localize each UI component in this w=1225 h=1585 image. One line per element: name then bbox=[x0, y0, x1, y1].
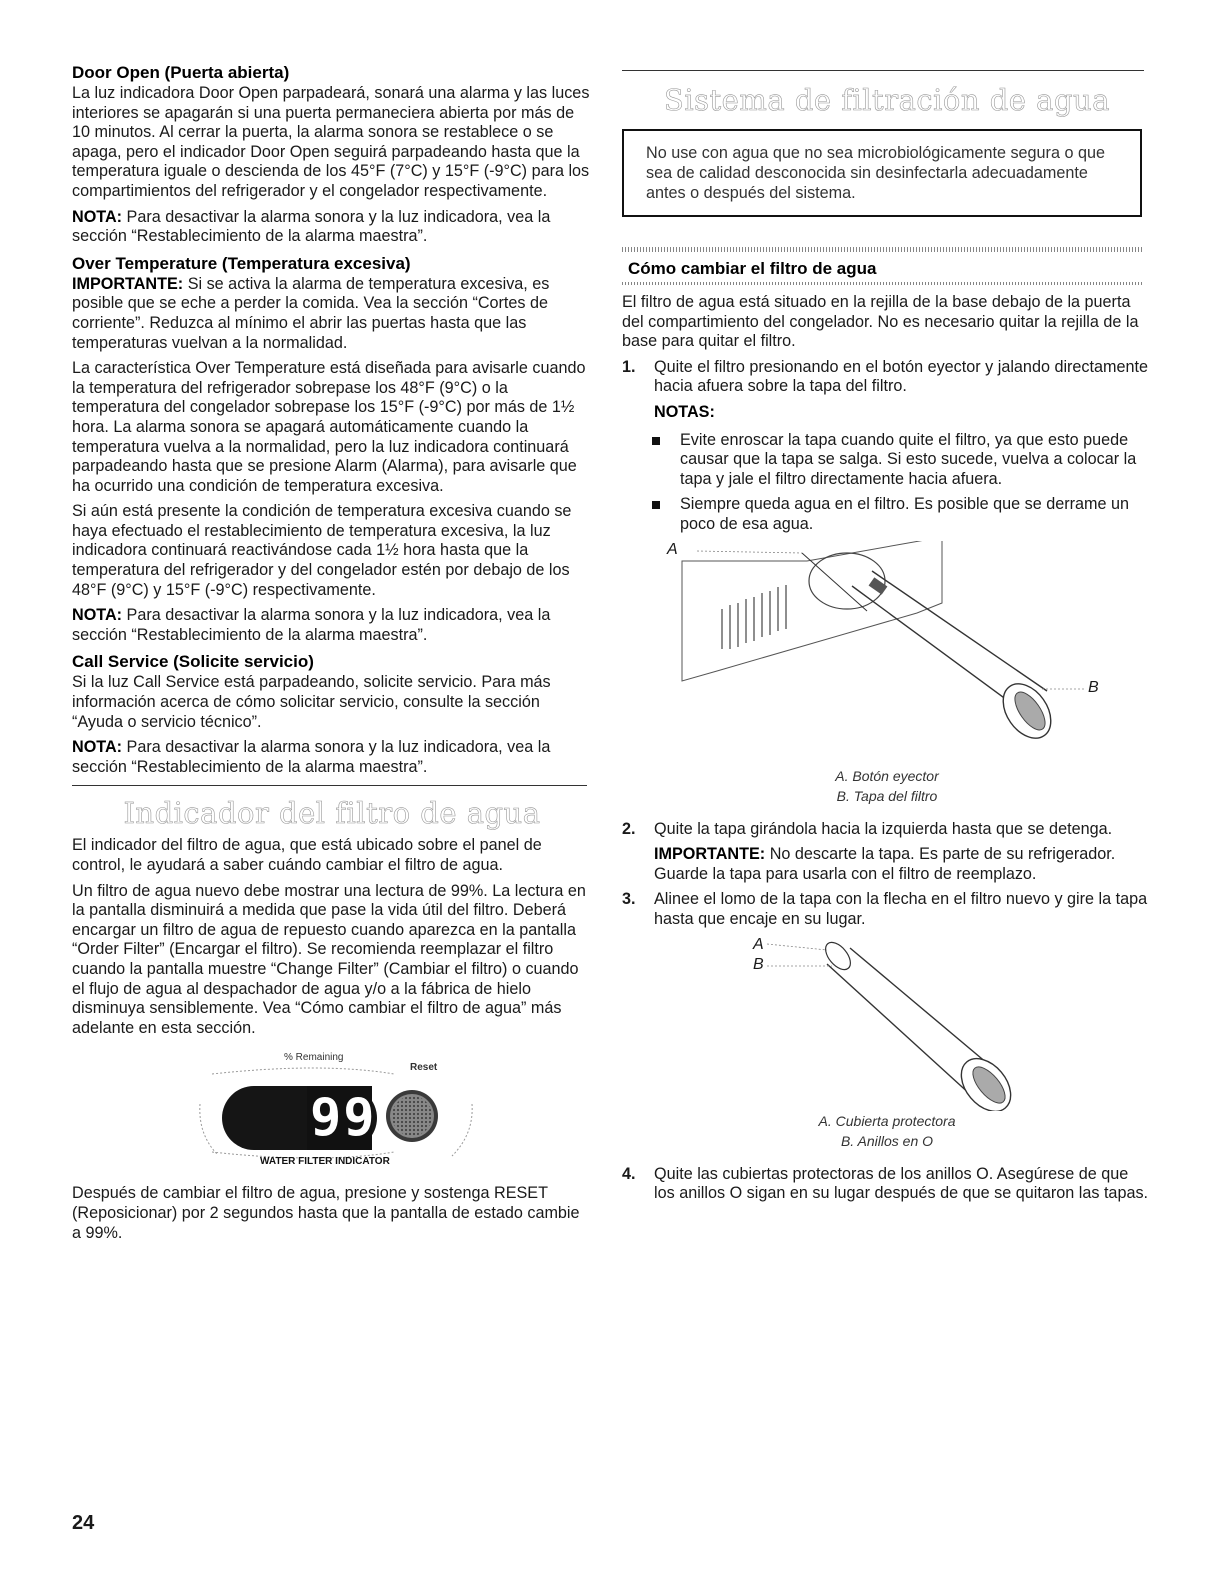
filter-removal-illustration bbox=[622, 541, 1144, 766]
over-temp-text-2: Si aún está presente la condición de temperatura excesiva cuando se haya efectuado el restablecimiento de temperatura excesiva, la luz indicadora continuará reactivándose cada 1½ hora hasta que la temperatura del refrigerador y del congelador estén por debajo de los 48°F (9°C) y 15°F (-9°C) respectivamente. bbox=[72, 502, 572, 599]
note-text: Para desactivar la alarma sonora y la luz indicadora, vea la sección “Restablecimiento de la alarma maestra”. bbox=[72, 738, 551, 776]
step-text: Quite las cubiertas protectoras de los anillos O. Asegúrese de que los anillos O sigan en su lugar después de que se quitaron las tapas. bbox=[654, 1164, 1149, 1203]
over-temp-note bbox=[72, 606, 592, 645]
important-label: IMPORTANTE: bbox=[654, 845, 766, 864]
left-column bbox=[72, 62, 592, 1249]
bullet-text: Siempre queda agua en el filtro. Es posible que se derrame un poco de esa agua. bbox=[680, 495, 1130, 533]
step-number: 4. bbox=[622, 1164, 636, 1183]
callout-a-label: A bbox=[753, 935, 764, 953]
note-text: Para desactivar la alarma sonora y la luz indicadora, vea la sección “Restablecimiento de la alarma maestra”. bbox=[72, 606, 551, 644]
note-label: NOTA: bbox=[72, 606, 123, 625]
dotted-divider bbox=[622, 282, 1144, 285]
step-4 bbox=[622, 1165, 1152, 1204]
change-filter-heading: Cómo cambiar el filtro de agua bbox=[628, 259, 877, 278]
water-filter-indicator-panel bbox=[72, 1044, 592, 1174]
step-text: Quite el filtro presionando en el botón eyector y jalando directamente hacia afuera sobre la tapa del filtro. bbox=[654, 357, 1149, 396]
indicator-text-3: Después de cambiar el filtro de agua, presione y sostenga RESET (Reposicionar) por 2 segundos hasta que la pantalla de estado cambie a 99%. bbox=[72, 1184, 580, 1242]
section-divider bbox=[622, 70, 1144, 71]
call-service-heading: Call Service (Solicite servicio) bbox=[72, 652, 314, 672]
note-text: Para desactivar la alarma sonora y la luz indicadora, vea la sección “Restablecimiento de la alarma maestra”. bbox=[72, 207, 551, 246]
indicator-section-heading: Indicador del filtro de agua bbox=[123, 796, 541, 831]
figure-filter-removal bbox=[622, 541, 1144, 766]
warning-text: No use con agua que no sea microbiológicamente segura o que sea de calidad desconocida sin desinfectarla adecuadamente antes o después del sistema. bbox=[646, 144, 1105, 202]
over-temp-important bbox=[72, 275, 592, 353]
bullet-text: Evite enroscar la tapa cuando quite el filtro, ya que esto puede causar que la tapa se salga. Si esto sucede, vuelva a colocar la tapa y jale el filtro directamente hacia afuera. bbox=[680, 430, 1137, 488]
step-text: Quite la tapa girándola hacia la izquierda hasta que se detenga. bbox=[654, 819, 1113, 838]
note-label: NOTA: bbox=[72, 207, 123, 226]
filter-cap-illustration bbox=[622, 936, 1144, 1111]
door-open-heading: Door Open (Puerta abierta) bbox=[72, 63, 290, 82]
figure-caption-a: A. Cubierta protectora bbox=[818, 1112, 956, 1129]
bullet-square-icon bbox=[652, 501, 660, 509]
important-text: No descarte la tapa. Es parte de su refrigerador. Guarde la tapa para usarla con el filtro de reemplazo. bbox=[654, 845, 1116, 883]
reset-label: Reset bbox=[410, 1062, 438, 1074]
step-2 bbox=[622, 820, 1152, 885]
door-open-note bbox=[72, 208, 592, 247]
step-number: 2. bbox=[622, 819, 636, 838]
notes-label: NOTAS: bbox=[654, 402, 715, 421]
step-important bbox=[654, 845, 1152, 884]
call-service-text: Si la luz Call Service está parpadeando, solicite servicio. Para más información acerca de cómo solicitar servicio, consulte la sección “Ayuda o servicio técnico”. bbox=[72, 673, 551, 731]
bullet-square-icon bbox=[652, 437, 660, 445]
intro-text: El filtro de agua está situado en la rejilla de la base debajo de la puerta del compartimiento del congelador. No es necesario quitar la rejilla de la base para quitar el filtro. bbox=[622, 293, 1139, 351]
warning-box bbox=[622, 129, 1142, 217]
step-text: Alinee el lomo de la tapa con la flecha en el filtro nuevo y gire la tapa hasta que encaje en su lugar. bbox=[654, 890, 1148, 928]
note-bullet bbox=[652, 431, 1152, 490]
figure-caption-b: B. Tapa del filtro bbox=[836, 787, 938, 804]
figure-caption-b: B. Anillos en O bbox=[840, 1132, 934, 1149]
over-temp-heading: Over Temperature (Temperatura excesiva) bbox=[72, 253, 411, 273]
right-column bbox=[622, 70, 1152, 1210]
step-1 bbox=[622, 358, 1152, 423]
water-filter-indicator-label: WATER FILTER INDICATOR bbox=[260, 1156, 390, 1168]
dotted-divider bbox=[622, 247, 1144, 252]
call-service-note bbox=[72, 738, 592, 777]
note-bullet bbox=[652, 495, 1152, 534]
step-3 bbox=[622, 890, 1152, 929]
callout-b-label: B bbox=[753, 955, 764, 973]
indicator-text-1: El indicador del filtro de agua, que está ubicado sobre el panel de control, le ayudará a saber cuándo cambiar el filtro de agua. bbox=[72, 836, 542, 874]
step-number: 1. bbox=[622, 357, 636, 376]
door-open-text: La luz indicadora Door Open parpadeará, sonará una alarma y las luces interiores se apagarán si una puerta permaneciera abierta por más de 10 minutos. Al cerrar la puerta, la alarma sonora se restablece o se apaga, pero el indicador Door Open seguirá parpadeando hasta que la temperatura iguale o descienda de los 45°F (7°C) y 15°F (-9°C) para los compartimientos del refrigerador y el congelador respectivamente. bbox=[72, 84, 590, 200]
callout-a-label: A bbox=[667, 540, 678, 558]
figure-caption-a: A. Botón eyector bbox=[835, 767, 939, 784]
step-number: 3. bbox=[622, 890, 636, 909]
figure-filter-cap bbox=[622, 936, 1144, 1111]
note-label: NOTA: bbox=[72, 738, 123, 757]
filter-percent-display: 99 bbox=[310, 1088, 377, 1149]
percent-remaining-label: % Remaining bbox=[284, 1052, 344, 1064]
indicator-text-2: Un filtro de agua nuevo debe mostrar una lectura de 99%. La lectura en la pantalla disminuirá a medida que pase la vida útil del filtro. Deberá encargar un filtro de agua de repuesto cuando aparezca en la pantalla “Order Filter” (Encargar el filtro). Se recomienda reemplazar el filtro cuando la pantalla muestre “Change Filter” (Cambiar el filtro) o cuando el flujo de agua al despachador de agua y/o a la fábrica de hielo disminuya sensiblemente. Vea “Cómo cambiar el filtro de agua” más adelante en esta sección. bbox=[72, 881, 586, 1037]
section-divider bbox=[72, 785, 587, 786]
page-number: 24 bbox=[72, 1512, 95, 1534]
over-temp-text-1: La característica Over Temperature está diseñada para avisarle cuando la temperatura del refrigerador sobrepase los 48°F (9°C) o la temperatura del congelador sobrepase los 15°F (-9°C) por más de 1½ hora. La alarma sonora se apagará automáticamente cuando la temperatura vuelva a la normalidad, pero la luz indicadora continuará parpadeando hasta que se presione Alarm (Alarma), para avisarle que ha ocurrido una condición de temperatura excesiva. bbox=[72, 359, 586, 495]
important-label: IMPORTANTE: bbox=[72, 274, 184, 293]
filtration-system-heading: Sistema de filtración de agua bbox=[663, 83, 1111, 117]
callout-b-label: B bbox=[1088, 678, 1099, 696]
important-text: Si se activa la alarma de temperatura excesiva, es posible que se eche a perder la comida. Vea la sección “Cortes de corriente”. Reduzca al mínimo el abrir las puertas hasta que las temperaturas vuelvan a la normalidad. bbox=[72, 274, 550, 352]
